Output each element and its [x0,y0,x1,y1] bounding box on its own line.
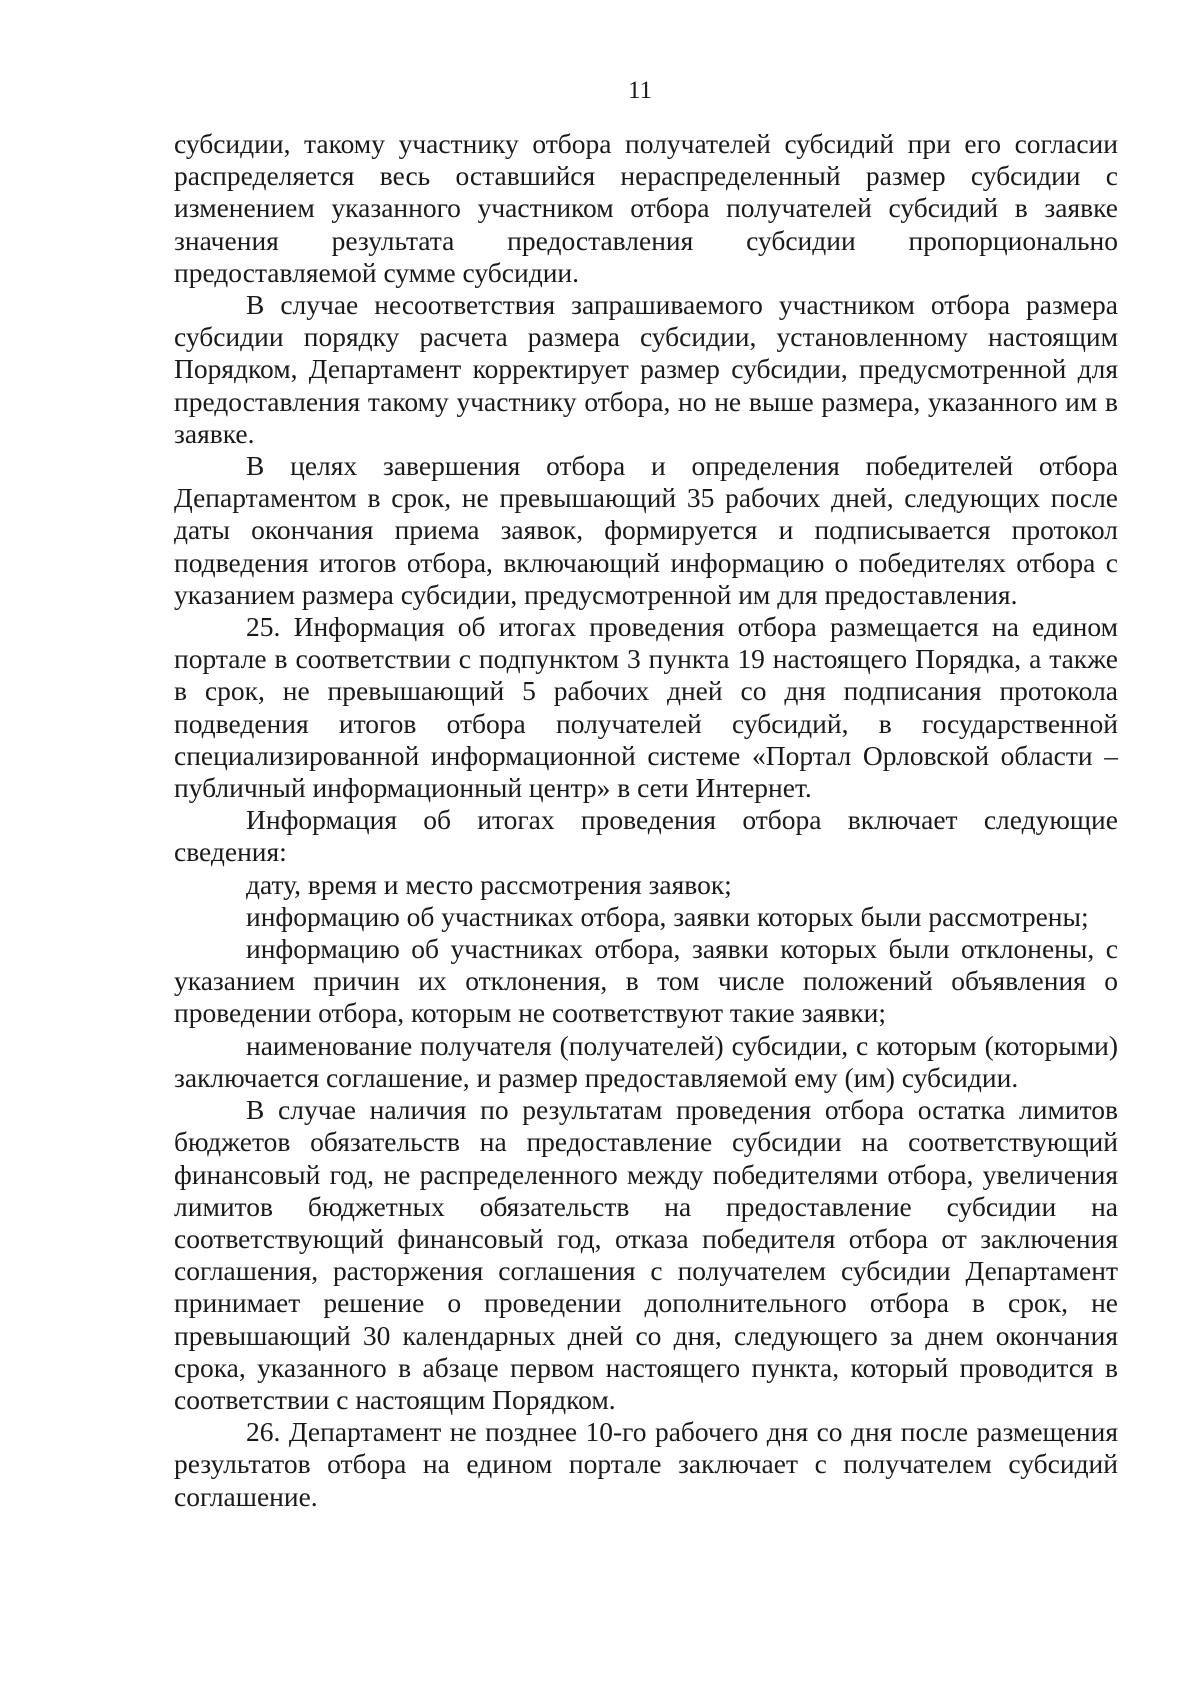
paragraph: субсидии, такому участнику отбора получателей субсидий при его согласии распределяется весь оставшийся нераспределенный размер субсидии с изменением указанного участником отбора получателей субсидий в заявке значения результата предоставления субсидии пропорционально предоставляемой сумме субсидии. [174,128,1118,288]
document-body [174,128,1118,1513]
list-item: дату, время и место рассмотрения заявок; [246,868,732,900]
paragraph-item-25: 25. Информация об итогах проведения отбора размещается на едином портале в соответствии с подпунктом 3 пункта 19 настоящего Порядка, а также в срок, не превышающий 5 рабочих дней со дня подписания протокола подведения итогов отбора получателей субсидий, в государственной специализированной информационной системе «Портал Орловской области – публичный информационный центр» в сети Интернет. [174,611,1118,804]
paragraph: В случае наличия по результатам проведения отбора остатка лимитов бюджетов обязательств на предоставление субсидии на соответствующий финансовый год, не распределенного между победителями отбора, увеличения лимитов бюджетных обязательств на предоставление субсидии на соответствующий финансовый год, отказа победителя отбора от заключения соглашения, расторжения соглашения с получателем субсидии Департамент принимает решение о проведении дополнительного отбора в срок, не превышающий 30 календарных дней со дня, следующего за днем окончания срока, указанного в абзаце первом настоящего пункта, который проводится в соответствии с настоящим Порядком. [174,1094,1118,1415]
paragraph: В случае несоответствия запрашиваемого участником отбора размера субсидии порядку расчета размера субсидии, установленному настоящим Порядком, Департамент корректирует размер субсидии, предусмотренной для предоставления такому участнику отбора, но не выше размера, указанного им в заявке. [174,289,1118,449]
page-number: 11 [627,77,653,104]
list-item: наименование получателя (получателей) субсидии, с которым (которыми) заключается соглашение, и размер предоставляемой ему (им) субсидии. [174,1029,1118,1093]
paragraph: Информация об итогах проведения отбора включает следующие сведения: [174,804,1118,868]
paragraph: В целях завершения отбора и определения победителей отбора Департаментом в срок, не превышающий 35 рабочих дней, следующих после даты окончания приема заявок, формируется и подписывается протокол подведения итогов отбора, включающий информацию о победителях отбора с указанием размера субсидии, предусмотренной им для предоставления. [174,450,1118,610]
paragraph-item-26: 26. Департамент не позднее 10-го рабочего дня со дня после размещения результатов отбора на едином портале заключает с получателем субсидий соглашение. [174,1416,1118,1512]
list-item: информацию об участниках отбора, заявки которых были отклонены, с указанием причин их отклонения, в том числе положений объявления о проведении отбора, которым не соответствуют такие заявки; [174,933,1118,1029]
list-item: информацию об участниках отбора, заявки которых были рассмотрены; [246,900,1089,932]
